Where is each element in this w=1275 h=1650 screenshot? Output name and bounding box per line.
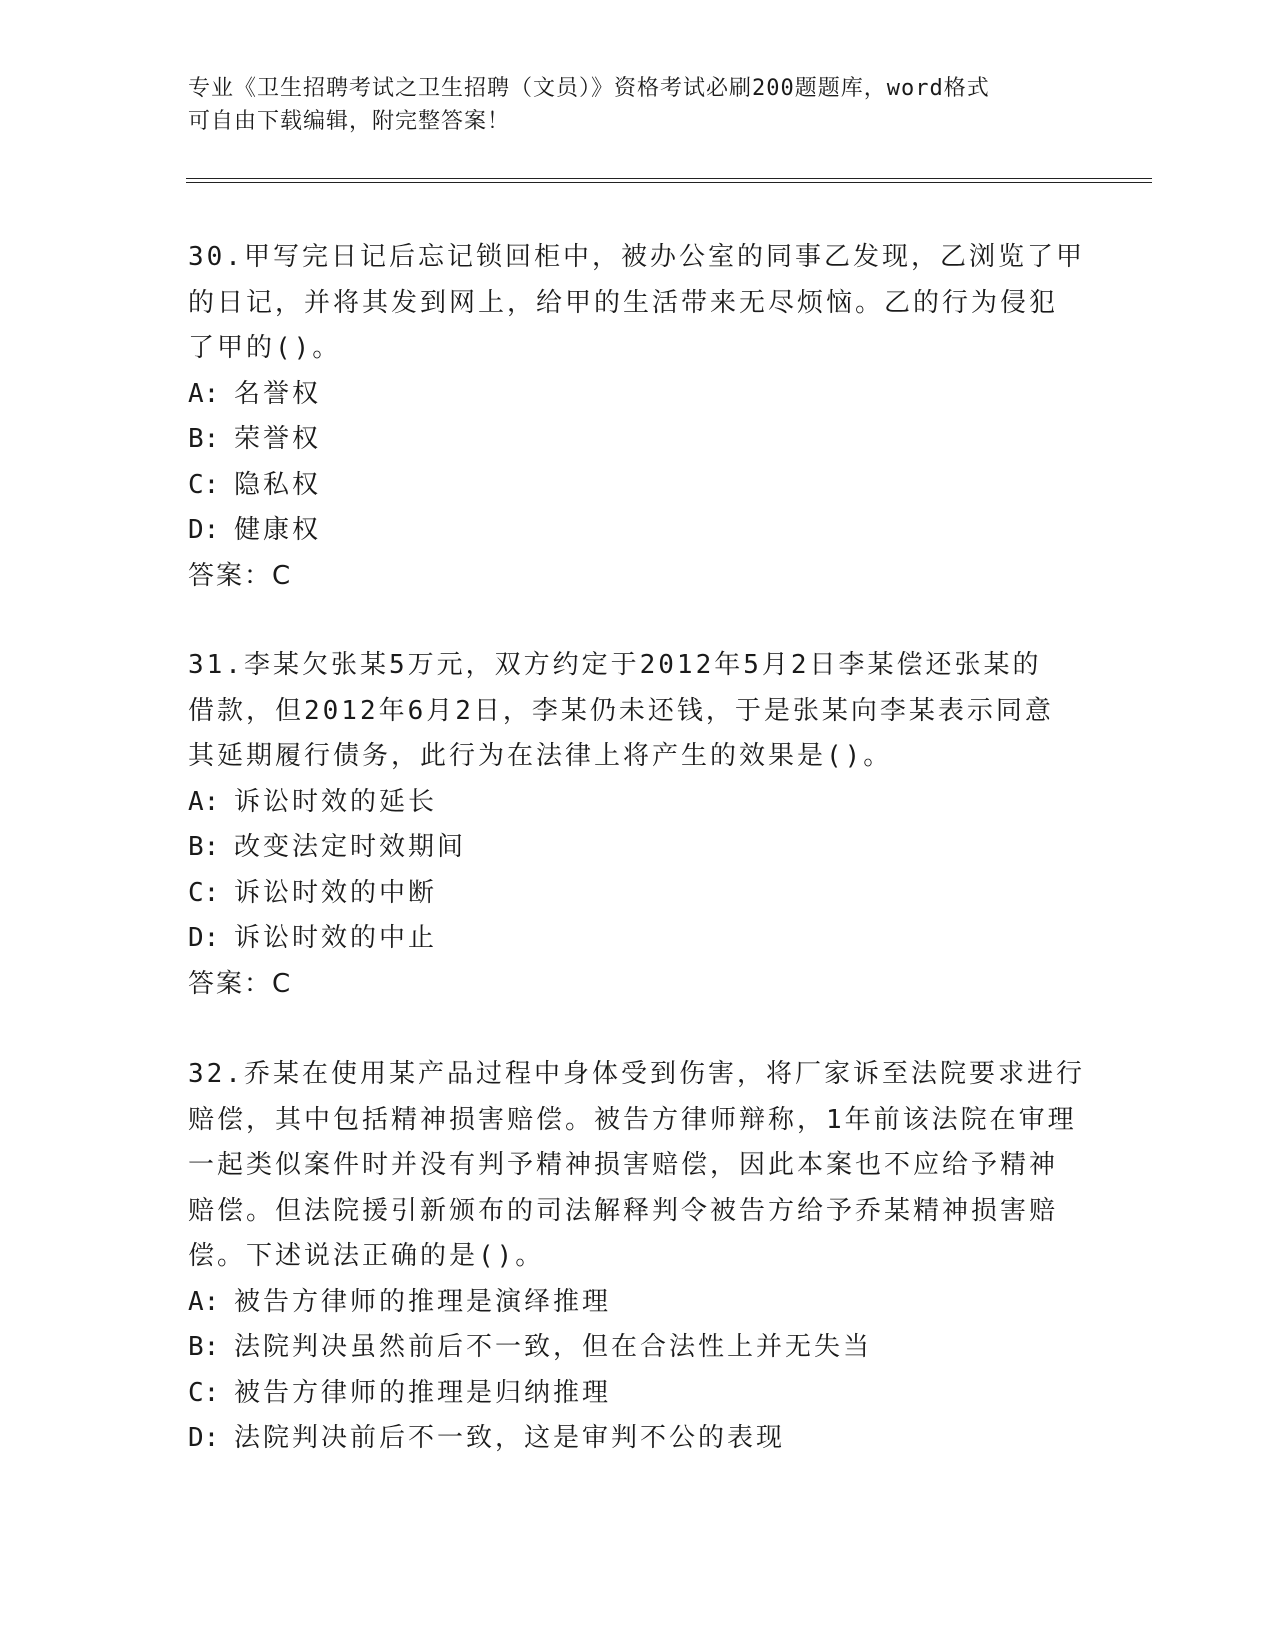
option-text: 诉讼时效的中止: [234, 923, 438, 953]
option-letter: D:: [188, 923, 220, 953]
option-text: 隐私权: [234, 469, 322, 500]
question-stem: [188, 235, 1088, 372]
question-32: [188, 1052, 1088, 1462]
option-letter: B:: [188, 424, 220, 454]
question-31: [188, 643, 1088, 1007]
option-letter: B:: [188, 832, 220, 862]
option-letter: C:: [188, 877, 220, 908]
option-text: 荣誉权: [234, 424, 322, 454]
option-d: [188, 1416, 1088, 1462]
option-text: 诉讼时效的延长: [234, 786, 438, 817]
stem-line: 了甲的()。: [188, 333, 342, 363]
stem-line: 的日记，并将其发到网上，给甲的生活带来无尽烦恼。乙的行为侵犯: [188, 287, 1059, 318]
option-text: 法院判决前后不一致，这是审判不公的表现: [234, 1423, 786, 1453]
option-c: [188, 871, 1088, 917]
option-b: [188, 825, 1088, 871]
option-d: [188, 508, 1088, 554]
option-letter: C:: [188, 469, 220, 500]
option-letter: A:: [188, 378, 220, 409]
option-text: 健康权: [234, 515, 322, 545]
option-b: [188, 1325, 1088, 1371]
question-stem: [188, 643, 1088, 780]
stem-line: 32.乔某在使用某产品过程中身体受到伤害，将厂家诉至法院要求进行: [188, 1059, 1085, 1089]
stem-line: 30.甲写完日记后忘记锁回柜中，被办公室的同事乙发现，乙浏览了甲: [188, 242, 1085, 272]
stem-line: 赔偿，其中包括精神损害赔偿。被告方律师辩称，1年前该法院在审理: [188, 1104, 1077, 1135]
question-30: [188, 235, 1088, 599]
option-letter: D:: [188, 1423, 220, 1453]
stem-line: 31.李某欠张某5万元，双方约定于2012年5月2日李某偿还张某的: [188, 650, 1042, 680]
option-letter: D:: [188, 515, 220, 545]
header-line-2: 可自由下载编辑，附完整答案！: [188, 109, 511, 134]
stem-line: 偿。下述说法正确的是()。: [188, 1241, 545, 1271]
option-text: 名誉权: [234, 378, 322, 409]
stem-line: 借款，但2012年6月2日，李某仍未还钱，于是张某向李某表示同意: [188, 695, 1054, 726]
option-d: [188, 916, 1088, 962]
option-a: [188, 1280, 1088, 1326]
option-text: 被告方律师的推理是归纳推理: [234, 1377, 612, 1408]
option-letter: A:: [188, 1286, 220, 1317]
option-letter: B:: [188, 1332, 220, 1362]
option-c: [188, 463, 1088, 509]
answer-text: 答案：C: [188, 968, 293, 999]
option-c: [188, 1371, 1088, 1417]
option-text: 被告方律师的推理是演绎推理: [234, 1286, 612, 1317]
option-letter: A:: [188, 786, 220, 817]
document-header: [188, 72, 1088, 138]
header-line-1: 专业《卫生招聘考试之卫生招聘（文员）》资格考试必刷200题题库，word格式: [188, 76, 990, 101]
question-stem: [188, 1052, 1088, 1280]
option-a: [188, 372, 1088, 418]
option-letter: C:: [188, 1377, 220, 1408]
option-b: [188, 417, 1088, 463]
stem-line: 赔偿。但法院援引新颁布的司法解释判令被告方给予乔某精神损害赔: [188, 1195, 1059, 1226]
option-text: 法院判决虽然前后不一致，但在合法性上并无失当: [234, 1332, 873, 1362]
stem-line: 一起类似案件时并没有判予精神损害赔偿，因此本案也不应给予精神: [188, 1150, 1059, 1180]
option-text: 诉讼时效的中断: [234, 877, 438, 908]
option-a: [188, 780, 1088, 826]
stem-line: 其延期履行债务，此行为在法律上将产生的效果是()。: [188, 741, 893, 771]
option-text: 改变法定时效期间: [234, 832, 467, 862]
answer-text: 答案：C: [188, 560, 293, 591]
header-double-rule: [186, 178, 1152, 183]
